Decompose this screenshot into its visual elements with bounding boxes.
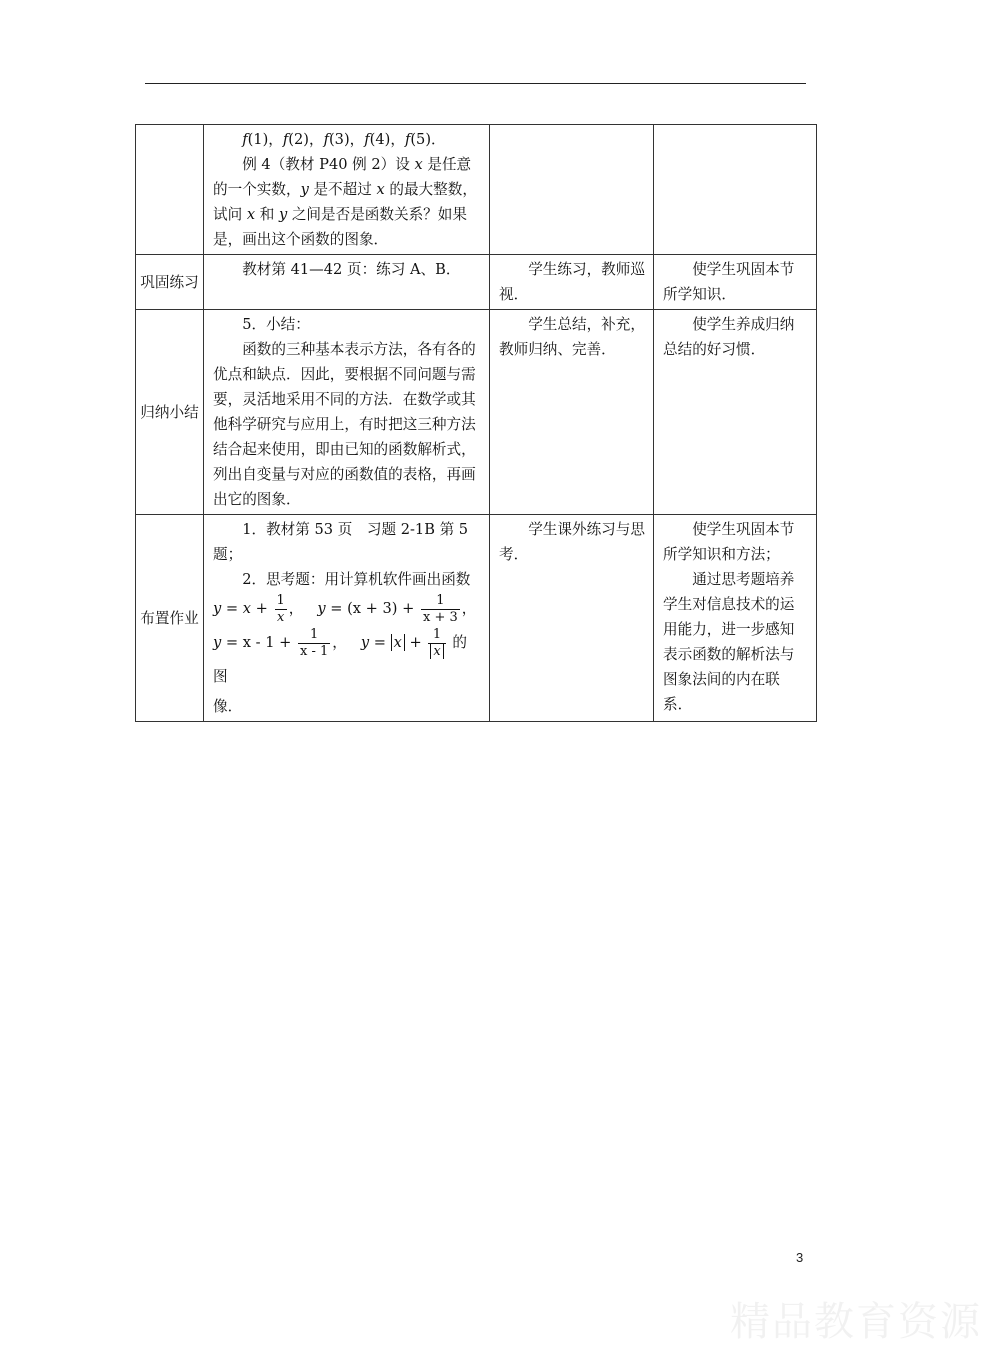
lesson-plan-table bbox=[135, 124, 817, 722]
homework-tail: 像． bbox=[213, 698, 243, 715]
equation-2: y = (x + 3) + $\frac{1}{x + 3}$ ， bbox=[317, 592, 477, 625]
example-4-text: 例 4（教材 P40 例 2）设 x 是任意的一个实数，y 是不超过 x 的最大整数，试问 x 和 y 之间是否是函数关系？如果是，画出这个函数的图象． bbox=[213, 156, 477, 248]
stage-cell-summary: 归纳小结 bbox=[136, 310, 204, 515]
header-rule bbox=[145, 83, 806, 84]
stage-cell-practice: 巩固练习 bbox=[136, 255, 204, 310]
purpose-cell-summary: 使学生养成归纳总结的好习惯． bbox=[654, 310, 817, 515]
purpose-cell-homework: 使学生巩固本节所学知识和方法； 通过思考题培养学生对信息技术的运用能力，进一步感知表示函数的解析法与图象法间的内在联系． bbox=[654, 515, 817, 722]
table-row-practice bbox=[136, 255, 817, 310]
equation-line-1 bbox=[213, 592, 481, 626]
equation-1: y = x + $\frac{1}{x}$ ， bbox=[213, 592, 304, 625]
equation-3: y = x - 1 + $\frac{1}{x - 1}$ ， bbox=[213, 626, 347, 659]
equation-line-2: y = x - 1 + $\frac{1}{x - 1}$ ， y = x + $\frac{1}{x}$ 的 图 bbox=[213, 626, 467, 685]
student-activity-cell-homework: 学生课外练习与思考． bbox=[490, 515, 654, 722]
process-cell-summary bbox=[204, 310, 490, 515]
watermark-logo: 精品教育资源 bbox=[730, 1299, 982, 1345]
purpose-cell-practice: 使学生巩固本节所学知识． bbox=[654, 255, 817, 310]
process-cell-homework bbox=[204, 515, 490, 722]
function-values-line: f(1)，f(2)，f(3)，f(4)，f(5)． bbox=[242, 131, 446, 148]
student-activity-cell bbox=[490, 125, 654, 255]
table-row-continuation bbox=[136, 125, 817, 255]
summary-text: 函数的三种基本表示方法，各有各的优点和缺点．因此，要根据不同问题与需要，灵活地采用不同的方法．在数学或其他科学研究与应用上，有时把这三种方法结合起来使用，即由已知的函数解析式，列出自变量与对应的函数值的表格，再画出它的图象． bbox=[213, 341, 476, 508]
page-number: 3 bbox=[796, 1250, 804, 1265]
stage-cell bbox=[136, 125, 204, 255]
homework-item-2: 2．思考题：用计算机软件画出函数 bbox=[242, 571, 471, 588]
student-activity-cell-summary: 学生总结，补充，教师归纳、完善． bbox=[490, 310, 654, 515]
table-row-summary bbox=[136, 310, 817, 515]
process-cell bbox=[204, 125, 490, 255]
equation-4: y = x + $\frac{1}{x}$ bbox=[361, 634, 448, 651]
homework-item-1: 1．教材第 53 页 习题 2-1B 第 5 题； bbox=[213, 521, 469, 563]
purpose-cell bbox=[654, 125, 817, 255]
student-activity-cell-practice: 学生练习，教师巡视． bbox=[490, 255, 654, 310]
summary-heading: 5．小结： bbox=[242, 316, 310, 333]
process-cell-practice: 教材第 41—42 页：练习 A、B． bbox=[204, 255, 490, 310]
stage-cell-homework: 布置作业 bbox=[136, 515, 204, 722]
table-row-homework bbox=[136, 515, 817, 722]
